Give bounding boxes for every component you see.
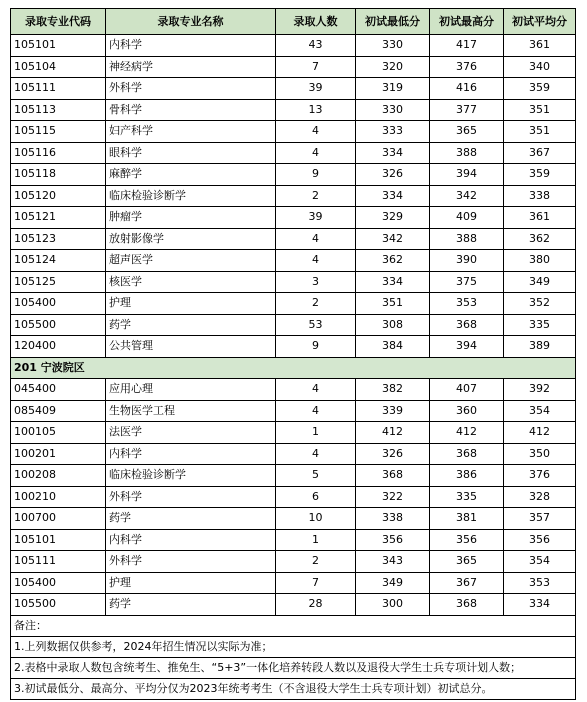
cell-min: 308 [356,314,430,336]
cell-min: 333 [356,121,430,143]
cell-max: 394 [430,336,504,358]
table-row [11,336,576,358]
cell-count: 2 [276,185,356,207]
cell-count: 43 [276,35,356,57]
cell-max: 365 [430,121,504,143]
cell-max: 412 [430,422,504,444]
cell-code: 105104 [11,56,106,78]
cell-code: 105500 [11,594,106,616]
cell-avg: 361 [504,207,576,229]
header-code: 录取专业代码 [11,9,106,35]
cell-max: 365 [430,551,504,573]
cell-code: 045400 [11,379,106,401]
cell-max: 360 [430,400,504,422]
cell-max: 394 [430,164,504,186]
note-row [11,636,576,657]
cell-avg: 357 [504,508,576,530]
cell-count: 1 [276,529,356,551]
cell-count: 4 [276,443,356,465]
cell-code: 105115 [11,121,106,143]
cell-max: 388 [430,228,504,250]
cell-count: 3 [276,271,356,293]
header-avg: 初试平均分 [504,9,576,35]
cell-min: 356 [356,529,430,551]
cell-avg: 350 [504,443,576,465]
cell-count: 28 [276,594,356,616]
cell-code: 120400 [11,336,106,358]
cell-name: 肿瘤学 [106,207,276,229]
cell-name: 外科学 [106,78,276,100]
cell-code: 105111 [11,78,106,100]
cell-avg: 349 [504,271,576,293]
table-row [11,121,576,143]
cell-avg: 389 [504,336,576,358]
cell-count: 4 [276,250,356,272]
cell-max: 375 [430,271,504,293]
cell-max: 368 [430,443,504,465]
table-row [11,508,576,530]
cell-count: 4 [276,228,356,250]
cell-name: 外科学 [106,551,276,573]
header-name: 录取专业名称 [106,9,276,35]
notes-section [11,615,576,699]
cell-name: 神经病学 [106,56,276,78]
cell-count: 7 [276,56,356,78]
cell-name: 超声医学 [106,250,276,272]
cell-name: 生物医学工程 [106,400,276,422]
note-text: 1.上列数据仅供参考，2024年招生情况以实际为准； [11,636,576,657]
cell-min: 368 [356,465,430,487]
cell-avg: 356 [504,529,576,551]
cell-code: 100210 [11,486,106,508]
cell-code: 105111 [11,551,106,573]
cell-avg: 328 [504,486,576,508]
cell-avg: 359 [504,164,576,186]
cell-max: 368 [430,594,504,616]
cell-max: 377 [430,99,504,121]
cell-count: 7 [276,572,356,594]
cell-code: 100105 [11,422,106,444]
table-row [11,250,576,272]
cell-min: 382 [356,379,430,401]
cell-min: 338 [356,508,430,530]
cell-avg: 412 [504,422,576,444]
table-row [11,185,576,207]
cell-code: 100201 [11,443,106,465]
table-row [11,400,576,422]
cell-min: 300 [356,594,430,616]
table-row [11,78,576,100]
cell-count: 9 [276,336,356,358]
cell-name: 放射影像学 [106,228,276,250]
cell-avg: 340 [504,56,576,78]
cell-count: 39 [276,78,356,100]
cell-min: 349 [356,572,430,594]
cell-max: 390 [430,250,504,272]
note-text: 3.初试最低分、最高分、平均分仅为2023年统考考生（不含退役大学生士兵专项计划）初试总分。 [11,678,576,699]
cell-name: 妇产科学 [106,121,276,143]
cell-code: 105101 [11,529,106,551]
cell-name: 麻醉学 [106,164,276,186]
cell-min: 326 [356,443,430,465]
cell-min: 351 [356,293,430,315]
cell-min: 326 [356,164,430,186]
cell-count: 9 [276,164,356,186]
cell-avg: 380 [504,250,576,272]
header-count: 录取人数 [276,9,356,35]
cell-name: 核医学 [106,271,276,293]
cell-count: 39 [276,207,356,229]
cell-count: 53 [276,314,356,336]
table-row [11,314,576,336]
cell-name: 内科学 [106,35,276,57]
table-row [11,35,576,57]
cell-min: 339 [356,400,430,422]
cell-count: 13 [276,99,356,121]
cell-name: 法医学 [106,422,276,444]
cell-max: 368 [430,314,504,336]
cell-code: 100208 [11,465,106,487]
cell-min: 319 [356,78,430,100]
cell-max: 356 [430,529,504,551]
cell-min: 334 [356,142,430,164]
cell-avg: 362 [504,228,576,250]
cell-max: 407 [430,379,504,401]
cell-count: 4 [276,400,356,422]
cell-name: 内科学 [106,443,276,465]
cell-max: 386 [430,465,504,487]
table-row [11,486,576,508]
cell-code: 105118 [11,164,106,186]
note-row [11,678,576,699]
header-row [11,9,576,35]
cell-min: 322 [356,486,430,508]
note-row [11,657,576,678]
cell-code: 105123 [11,228,106,250]
table-row [11,422,576,444]
cell-max: 381 [430,508,504,530]
cell-name: 眼科学 [106,142,276,164]
cell-count: 4 [276,379,356,401]
cell-min: 330 [356,99,430,121]
admission-table [10,8,576,700]
cell-count: 6 [276,486,356,508]
table-row [11,271,576,293]
cell-min: 330 [356,35,430,57]
cell-count: 2 [276,293,356,315]
section-title: 201 宁波院区 [11,357,576,379]
cell-avg: 351 [504,99,576,121]
cell-code: 105400 [11,572,106,594]
table-row [11,465,576,487]
cell-max: 367 [430,572,504,594]
section-row [11,357,576,379]
cell-avg: 338 [504,185,576,207]
table-row [11,228,576,250]
cell-avg: 367 [504,142,576,164]
cell-avg: 354 [504,551,576,573]
cell-name: 临床检验诊断学 [106,185,276,207]
cell-min: 334 [356,271,430,293]
cell-avg: 352 [504,293,576,315]
cell-code: 105101 [11,35,106,57]
cell-max: 416 [430,78,504,100]
cell-max: 335 [430,486,504,508]
cell-min: 362 [356,250,430,272]
table-row [11,443,576,465]
table-row [11,379,576,401]
header-max: 初试最高分 [430,9,504,35]
table-row [11,164,576,186]
cell-count: 10 [276,508,356,530]
cell-code: 085409 [11,400,106,422]
cell-avg: 351 [504,121,576,143]
cell-name: 护理 [106,572,276,594]
cell-name: 护理 [106,293,276,315]
table-row [11,99,576,121]
cell-code: 105113 [11,99,106,121]
cell-name: 药学 [106,508,276,530]
cell-code: 100700 [11,508,106,530]
table-row [11,207,576,229]
header-min: 初试最低分 [356,9,430,35]
cell-avg: 334 [504,594,576,616]
table-row [11,56,576,78]
cell-name: 临床检验诊断学 [106,465,276,487]
cell-name: 内科学 [106,529,276,551]
cell-avg: 359 [504,78,576,100]
section-row-group [11,357,576,379]
cell-avg: 376 [504,465,576,487]
cell-name: 应用心理 [106,379,276,401]
cell-avg: 335 [504,314,576,336]
cell-code: 105400 [11,293,106,315]
table-row [11,572,576,594]
cell-code: 105121 [11,207,106,229]
cell-max: 417 [430,35,504,57]
cell-code: 105125 [11,271,106,293]
cell-name: 骨科学 [106,99,276,121]
note-text: 2.表格中录取人数包含统考生、推免生、“5+3”一体化培养转段人数以及退役大学生士兵专项计划人数； [11,657,576,678]
note-row [11,615,576,636]
cell-count: 2 [276,551,356,573]
cell-code: 105120 [11,185,106,207]
cell-count: 4 [276,142,356,164]
cell-max: 342 [430,185,504,207]
cell-min: 343 [356,551,430,573]
cell-max: 376 [430,56,504,78]
cell-name: 药学 [106,314,276,336]
cell-min: 342 [356,228,430,250]
table-row [11,551,576,573]
cell-min: 412 [356,422,430,444]
table-row [11,293,576,315]
cell-count: 1 [276,422,356,444]
cell-avg: 354 [504,400,576,422]
cell-avg: 361 [504,35,576,57]
cell-min: 329 [356,207,430,229]
cell-max: 388 [430,142,504,164]
table-row [11,142,576,164]
cell-code: 105116 [11,142,106,164]
table-body-main [11,35,576,358]
cell-avg: 392 [504,379,576,401]
cell-min: 320 [356,56,430,78]
cell-count: 4 [276,121,356,143]
table-row [11,529,576,551]
cell-min: 384 [356,336,430,358]
cell-max: 353 [430,293,504,315]
cell-max: 409 [430,207,504,229]
note-text: 备注： [11,615,576,636]
cell-code: 105500 [11,314,106,336]
cell-min: 334 [356,185,430,207]
cell-avg: 353 [504,572,576,594]
cell-count: 5 [276,465,356,487]
cell-name: 外科学 [106,486,276,508]
table-body-ningbo [11,379,576,616]
cell-code: 105124 [11,250,106,272]
table-row [11,594,576,616]
cell-name: 药学 [106,594,276,616]
cell-name: 公共管理 [106,336,276,358]
